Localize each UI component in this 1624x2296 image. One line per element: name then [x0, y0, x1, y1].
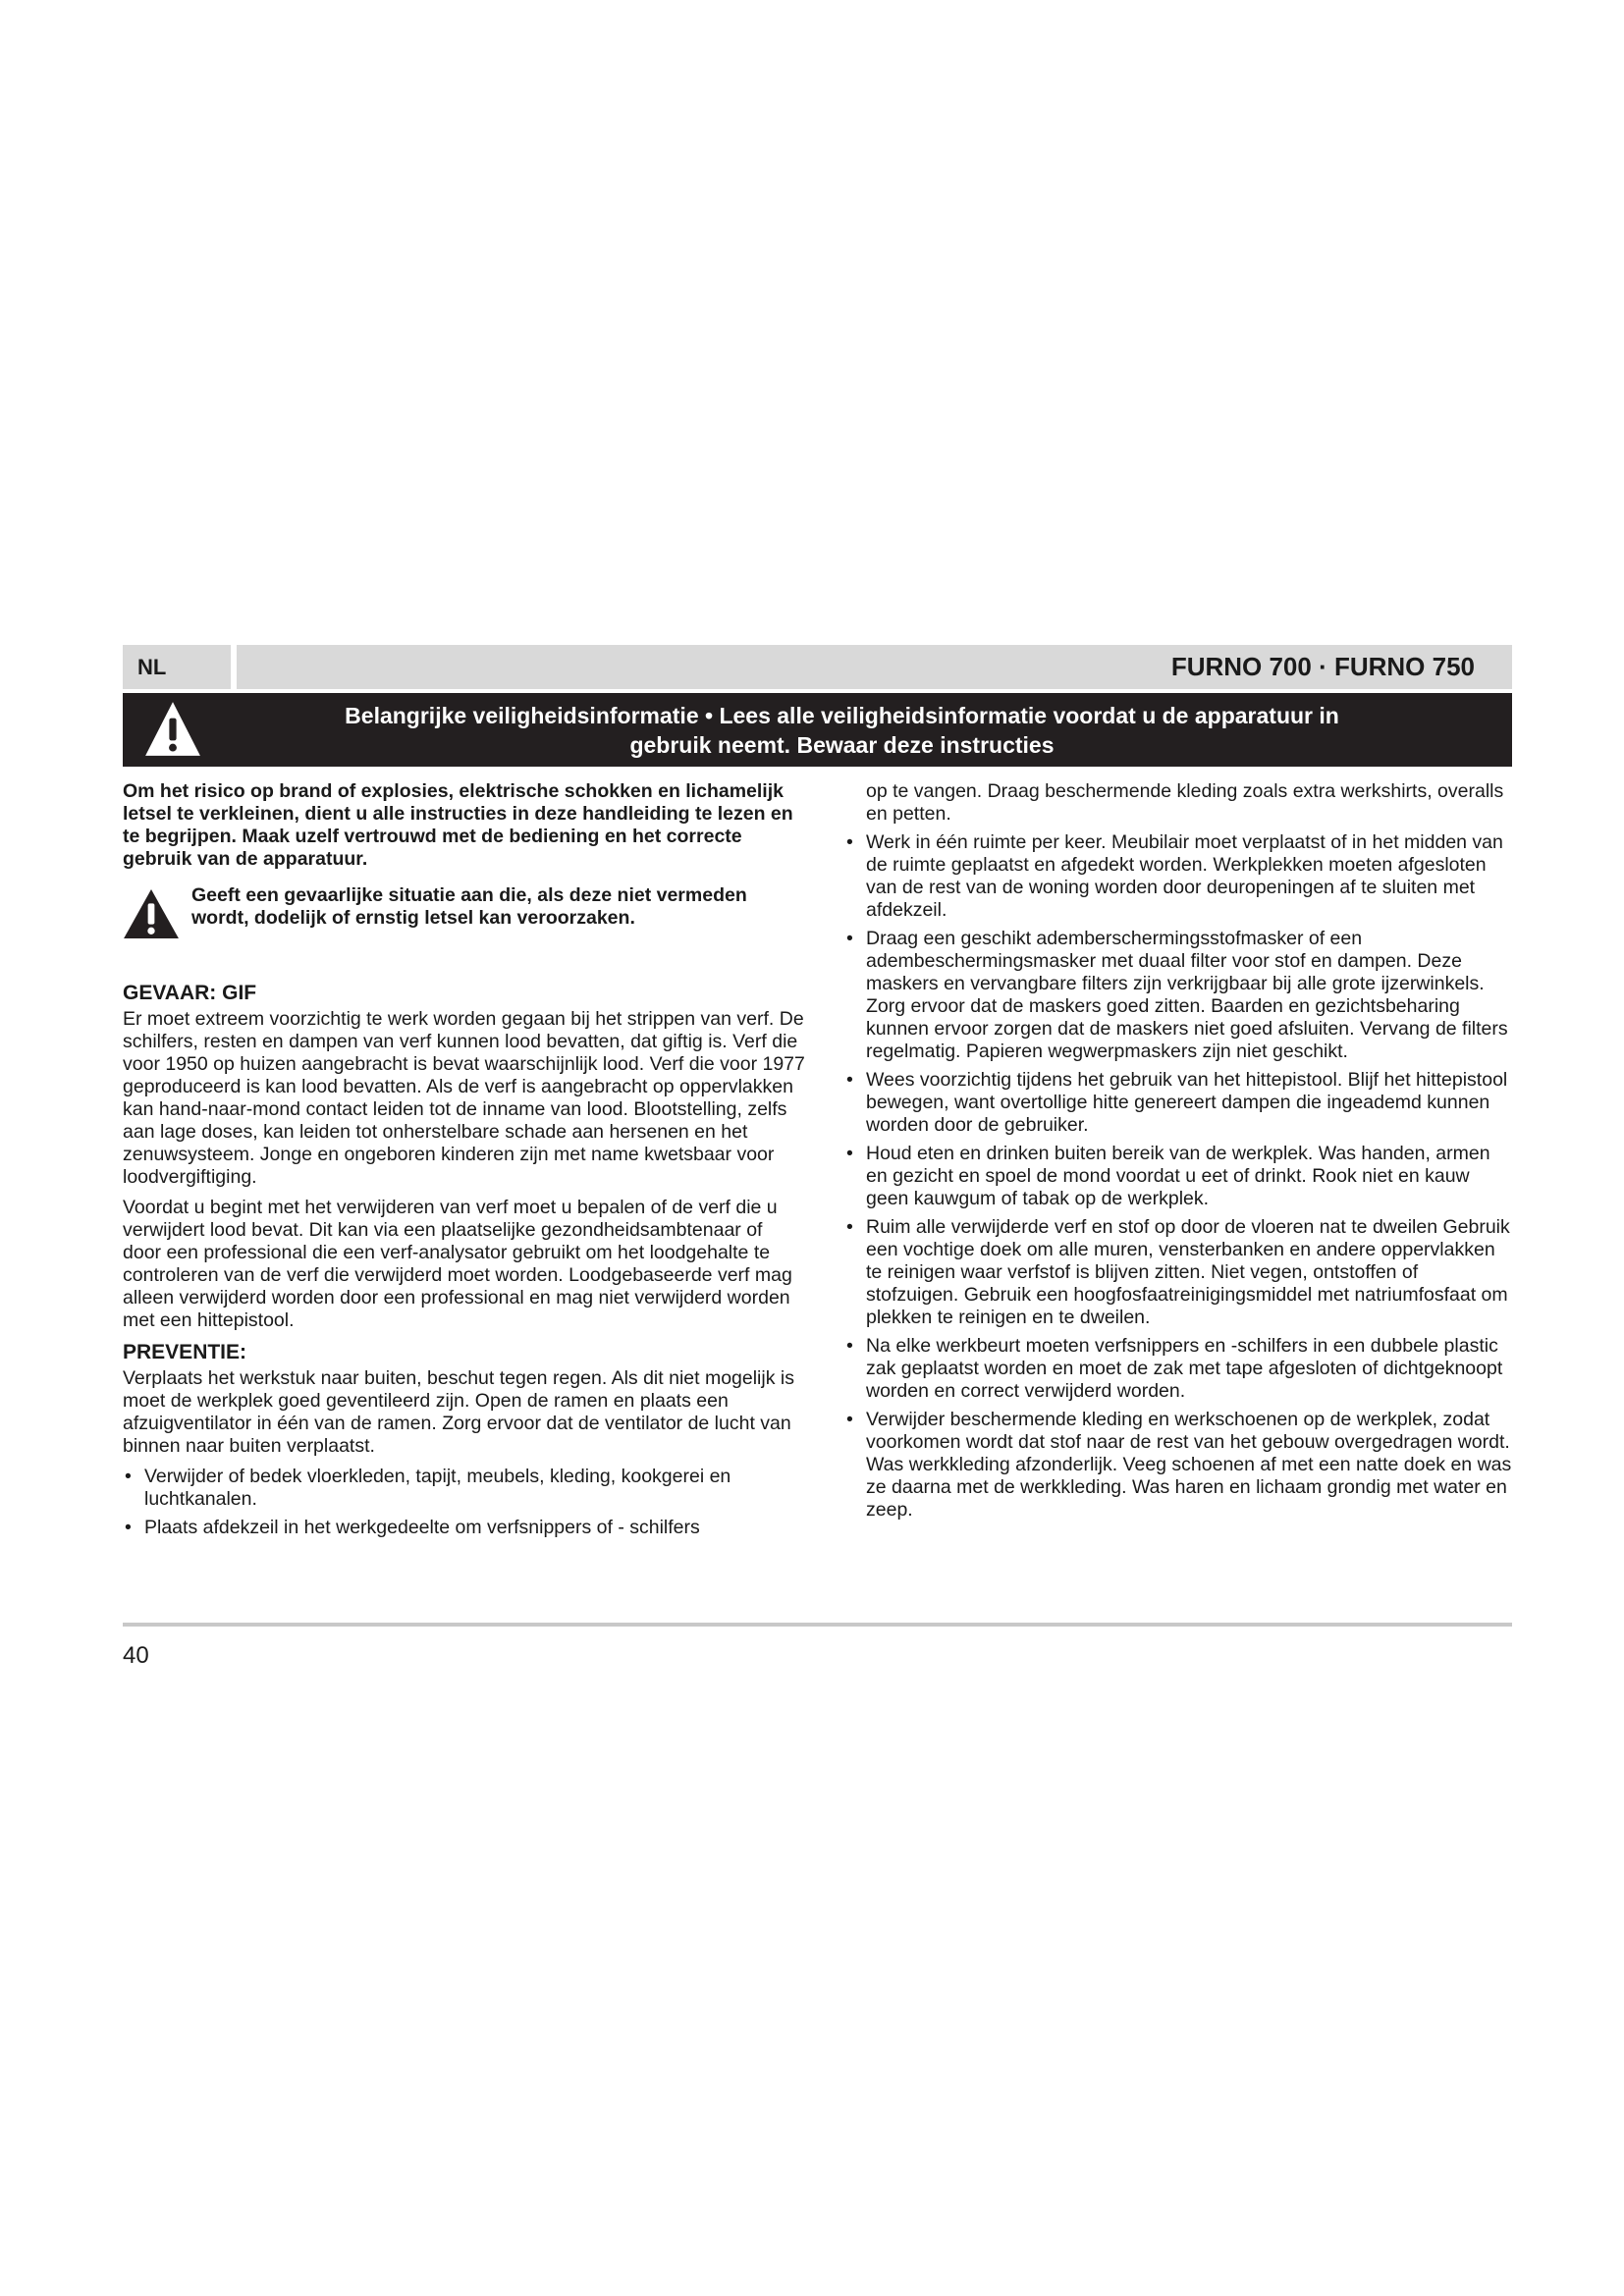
prevention-list: [123, 1466, 805, 1539]
intro-paragraph: Om het risico op brand of explosies, elektrische schokken en lichamelijk letsel te verkleinen, dient u alle instructies in deze handleiding te lezen en te begrijpen. Maak uzelf vertrouwd met de bediening en het correcte gebruik van de apparatuur.: [123, 780, 793, 870]
prevention-heading: PREVENTIE:: [123, 1341, 247, 1363]
prevention-paragraph: Verplaats het werkstuk naar buiten, beschut tegen regen. Als dit niet mogelijk is moet de werkplek goed geventileerd zijn. Open de ramen en plaats een afzuigventilator in één van de ramen. Zorg ervoor dat de ventilator de lucht van binnen naar buiten verplaatst.: [123, 1367, 794, 1457]
banner-text: [280, 701, 1404, 760]
model-title: FURNO 700 · FURNO 750: [237, 645, 1512, 689]
list-item: • Verwijder of bedek vloerkleden, tapijt, meubels, kleding, kookgerei en luchtkanalen.: [123, 1466, 805, 1511]
left-column: [123, 780, 805, 1545]
safety-banner: [123, 693, 1512, 767]
precautions-list: [844, 831, 1514, 1522]
language-label: NL: [123, 645, 231, 689]
list-item: • Plaats afdekzeil in het werkgedeelte om verfsnippers of - schilfers: [123, 1517, 805, 1539]
danger-paragraph-1: Er moet extreem voorzichtig te werk worden gegaan bij het strippen van verf. De schilfers, resten en dampen van verf kunnen lood bevatten, dat giftig is. Verf die voor 1950 op huizen aangebracht is bevat waarschijnlijk lood. Verf die voor 1977 geproduceerd is kan lood bevatten. Als de verf is aangebracht op oppervlakken kan hand-naar-mond contact leiden tot de inname van lood. Blootstelling, zelfs aan lage doses, kan leiden tot onherstelbare schade aan hersenen en het zenuwsysteem. Jonge en ongeboren kinderen zijn met name kwetsbaar voor loodvergiftiging.: [123, 1008, 805, 1188]
danger-paragraph-2: Voordat u begint met het verwijderen van verf moet u bepalen of de verf die u verwijdert lood bevat. Dit kan via een plaatselijke gezondheidsambtenaar of door een professional die een verf-analysator gebruikt om het loodgehalte te controleren van de verf die verwijderd moet worden. Loodgebaseerde verf mag alleen verwijderd worden door een professional en mag niet verwijderd worden met een hittepistool.: [123, 1197, 792, 1331]
list-item-continuation: op te vangen. Draag beschermende kleding zoals extra werkshirts, overalls en petten.: [866, 780, 1504, 825]
page-number: 40: [123, 1642, 149, 1669]
right-column: [844, 780, 1514, 1527]
warning-icon: [123, 888, 180, 939]
list-item: • Ruim alle verwijderde verf en stof op door de vloeren nat te dweilen Gebruik een vochtige doek om alle muren, vensterbanken en andere oppervlakken te reinigen waar verfstof is blijven zitten. Niet vegen, ontstoffen of stofzuigen. Gebruik een hoogfosfaatreinigingsmiddel met natriumfosfaat om plekken te reinigen en te dweilen.: [844, 1216, 1514, 1329]
page-header: [123, 645, 1512, 689]
warning-block: [123, 884, 805, 975]
list-item: • Houd eten en drinken buiten bereik van de werkplek. Was handen, armen en gezicht en spoel de mond voordat u eet of drinkt. Rook niet en kauw geen kauwgum of tabak op de werkplek.: [844, 1143, 1514, 1210]
list-item: • Verwijder beschermende kleding en werkschoenen op de werkplek, zodat voorkomen wordt dat stof naar de rest van het gebouw overgedragen wordt. Was werkkleding afzonderlijk. Veeg schoenen af met een natte doek en was ze daarna met de werkkleding. Was haren en lichaam grondig met water en zeep.: [844, 1409, 1514, 1522]
warning-text: Geeft een gevaarlijke situatie aan die, als deze niet vermeden wordt, dodelijk of ernstig letsel kan veroorzaken.: [191, 884, 747, 929]
list-item: • Draag een geschikt ademberschermingsstofmasker of een adembeschermingsmasker met duaal filter voor stof en dampen. Deze maskers en vervangbare filters zijn verkrijgbaar bij alle grote ijzerwinkels. Zorg ervoor dat de maskers goed zitten. Baarden en gezichtsbeharing kunnen ervoor zorgen dat de maskers niet goed afsluiten. Vervang de filters regelmatig. Papieren wegwerpmaskers zijn niet geschikt.: [844, 928, 1514, 1063]
list-item: • Na elke werkbeurt moeten verfsnippers en -schilfers in een dubbele plastic zak geplaatst worden en moet de zak met tape afgesloten of dichtgeknoopt worden en correct verwijderd worden.: [844, 1335, 1514, 1403]
banner-line-1: Belangrijke veiligheidsinformatie • Lees alle veiligheidsinformatie voordat u de apparatuur in: [345, 703, 1339, 728]
list-item: • Wees voorzichtig tijdens het gebruik van het hittepistool. Blijf het hittepistool bewegen, want overtollige hitte genereert dampen die ingeademd kunnen worden door de gebruiker.: [844, 1069, 1514, 1137]
danger-heading: GEVAAR: GIF: [123, 982, 257, 1004]
warning-triangle-icon: [142, 699, 203, 760]
list-item: • Werk in één ruimte per keer. Meubilair moet verplaatst of in het midden van de ruimte geplaatst en afgedekt worden. Werkplekken moeten afgesloten van de rest van de woning worden door deuropeningen af te sluiten met afdekzeil.: [844, 831, 1514, 922]
banner-line-2: gebruik neemt. Bewaar deze instructies: [629, 732, 1055, 758]
footer-divider: [123, 1623, 1512, 1627]
